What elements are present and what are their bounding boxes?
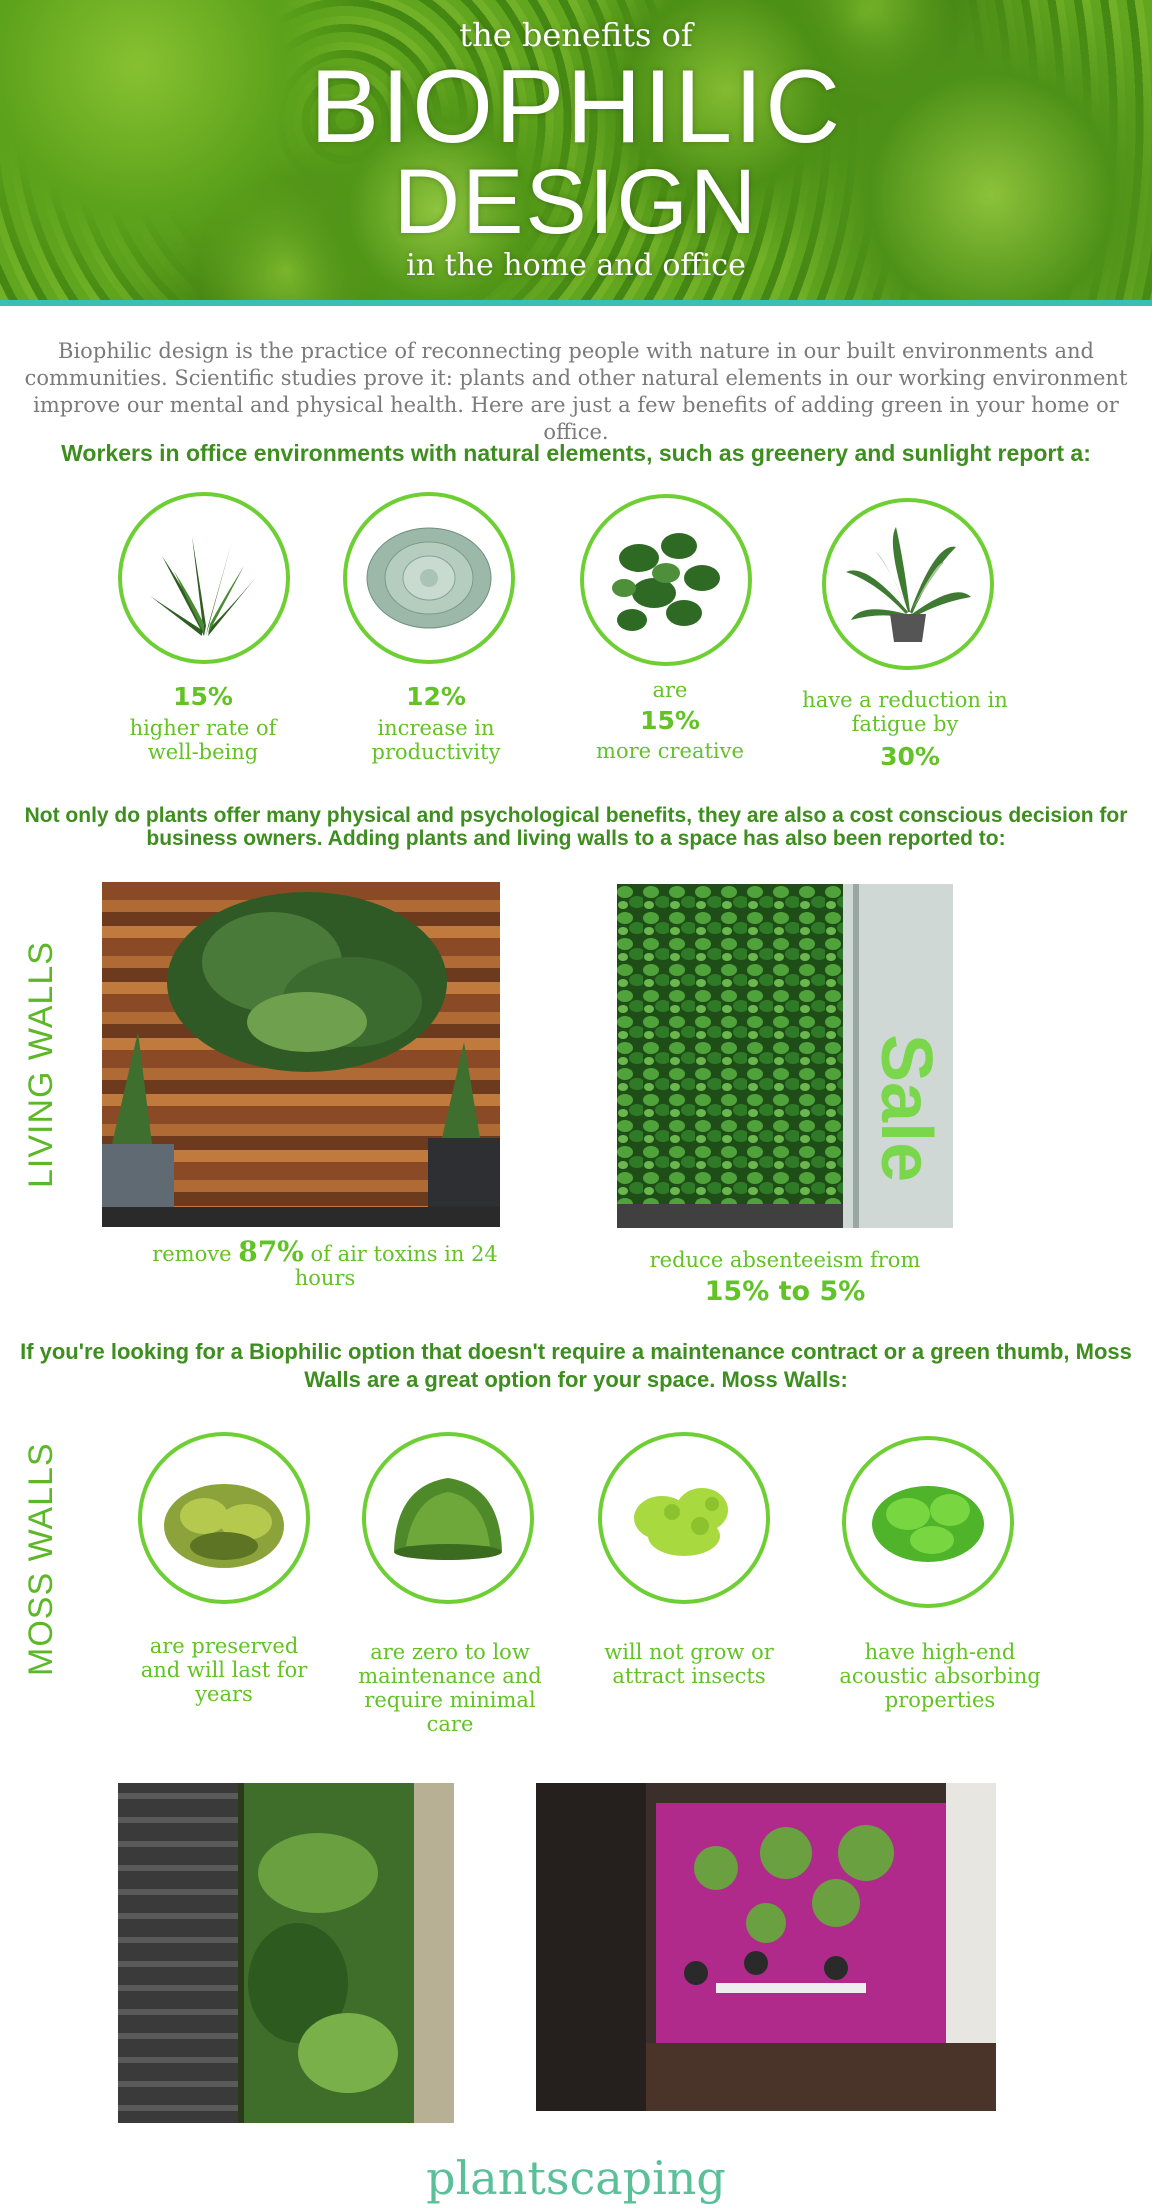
- fern-icon: [118, 492, 290, 664]
- moss-text-acoustic: have high-end acoustic absorbing properties: [839, 1640, 1041, 1712]
- succulent-icon: [343, 492, 515, 664]
- glass-sign-text: Sale: [866, 1034, 946, 1183]
- hero-subtitle: in the home and office: [406, 248, 746, 283]
- living-wall-photo-office: [617, 884, 953, 1228]
- living-wall-photo-wood: [102, 882, 500, 1227]
- hero-title-line1: BIOPHILIC: [309, 49, 843, 165]
- mood-moss-icon: [362, 1432, 534, 1604]
- preserved-moss-icon: [138, 1432, 310, 1604]
- stat-prefix-creative: are: [652, 678, 688, 702]
- stat-text-creative: more creative: [596, 739, 744, 763]
- caption-air-toxins-pre: remove: [152, 1242, 232, 1266]
- caption-absenteeism: reduce absenteeism from: [649, 1248, 921, 1272]
- reindeer-moss-icon: [598, 1432, 770, 1604]
- potted-plant-icon: [822, 498, 994, 670]
- hero-banner: [0, 0, 1152, 300]
- brand-logo: [420, 2148, 732, 2205]
- stat-text-productivity: increase in productivity: [371, 716, 501, 764]
- pothos-icon: [580, 494, 752, 666]
- business-heading: Not only do plants offer many physical and psychological benefits, they are also a cost conscious decision for business owners. Adding plants and living walls to a space has also been reported to:: [24, 804, 1128, 850]
- stat-value-wellbeing: 15%: [173, 682, 233, 711]
- brand-logo-text: plantscaping: [426, 2151, 726, 2205]
- moss-text-low-maintenance: are zero to low maintenance and require minimal care: [358, 1640, 542, 1736]
- moss-heading: If you're looking for a Biophilic option that doesn't require a maintenance contract or a green thumb, Moss Walls are a great option for your space. Moss Walls:: [20, 1339, 1132, 1392]
- stat-text-wellbeing: higher rate of well-being: [129, 716, 277, 764]
- living-walls-label: LIVING WALLS: [22, 941, 60, 1188]
- hero-pretitle: the benefits of: [459, 16, 693, 54]
- moss-wall-photo-column: [118, 1783, 454, 2123]
- pole-moss-icon: [842, 1436, 1014, 1608]
- caption-air-toxins-post: of air toxins in 24 hours: [294, 1242, 498, 1290]
- moss-text-no-insects: will not grow or attract insects: [604, 1640, 774, 1688]
- intro-paragraph: Biophilic design is the practice of reconnecting people with nature in our built environments and communities. Scientific studies prove it: plants and other natural elements in our working environment improve our mental and physical health. Here are just a few benefits of adding green in your home or office.: [24, 339, 1128, 444]
- caption-air-toxins-value: 87%: [238, 1235, 304, 1268]
- caption-absenteeism-value: 15% to 5%: [704, 1276, 866, 1307]
- stat-text-fatigue: have a reduction in fatigue by: [802, 688, 1008, 736]
- moss-wall-photo-meeting-room: [536, 1783, 996, 2111]
- header-divider: [0, 300, 1152, 306]
- moss-text-preserved: are preserved and will last for years: [140, 1634, 308, 1706]
- workers-heading: Workers in office environments with natural elements, such as greenery and sunlight report a:: [61, 440, 1091, 466]
- hero-title-line2: DESIGN: [393, 151, 759, 253]
- stat-value-productivity: 12%: [406, 682, 466, 711]
- caption-air-toxins: [150, 1235, 500, 1290]
- stat-value-fatigue: 30%: [880, 742, 940, 771]
- stat-value-creative: 15%: [640, 706, 700, 735]
- moss-walls-label: MOSS WALLS: [22, 1442, 60, 1676]
